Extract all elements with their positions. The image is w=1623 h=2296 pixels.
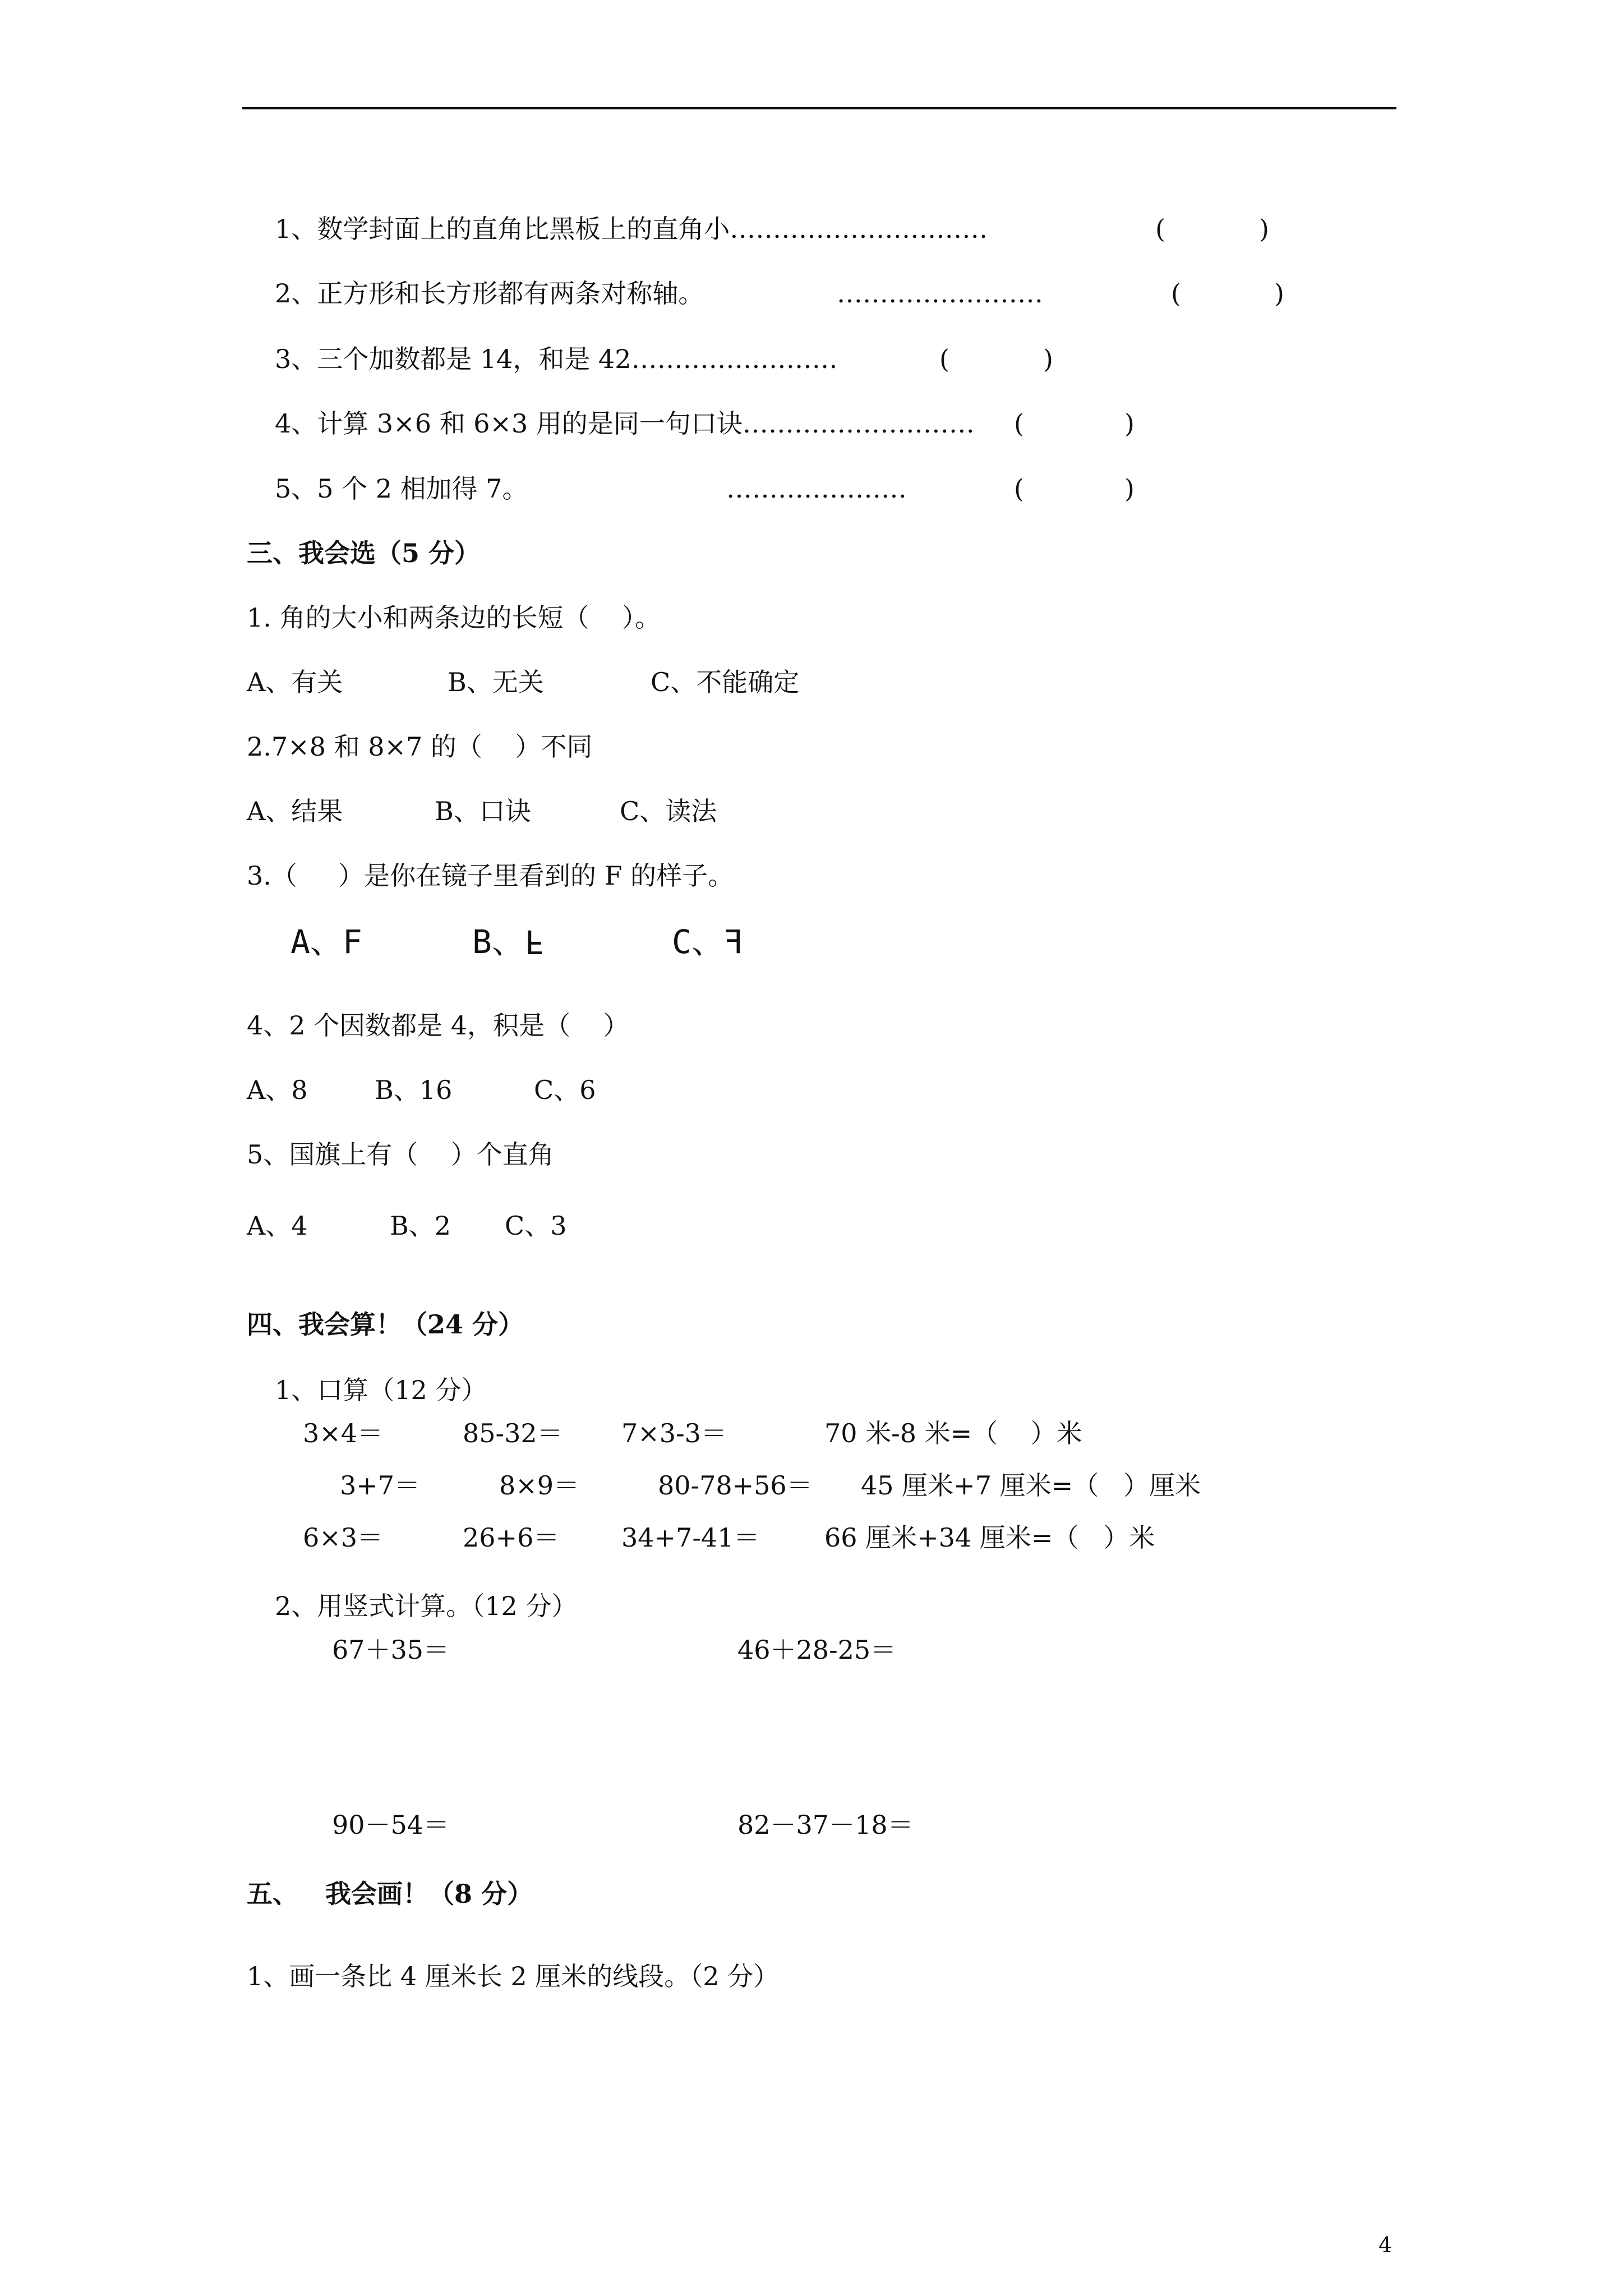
oral-r1-c4: 70 米-8 米=（ ）米 (824, 1418, 1082, 1448)
mirrored-f-glyph: F (723, 923, 744, 961)
s5-question-1: 1、画一条比 4 厘米长 2 厘米的线段。（2 分） (247, 1961, 780, 1991)
section-3-heading: 三、我会选（5 分） (247, 538, 481, 568)
section-5-heading: 五、 我会画！（8 分） (247, 1879, 533, 1909)
judge-paren-2-left: ( (1171, 278, 1181, 309)
oral-r3-c3: 34+7-41＝ (621, 1522, 760, 1553)
vertical-calc-1: 67＋35＝ (332, 1635, 450, 1665)
judge-paren-4-right: ) (1124, 408, 1135, 439)
s3-q3-option-c: C、F (672, 923, 744, 961)
judge-paren-5-left: ( (1014, 473, 1024, 504)
s3-q1-option-a: A、有关 (247, 667, 343, 697)
judge-paren-1-right: ) (1259, 214, 1269, 244)
judge-dots-5: ………………… (726, 473, 907, 504)
s3-q4-option-c: C、6 (534, 1075, 596, 1105)
judge-paren-3-right: ) (1043, 344, 1053, 374)
vertical-calc-4: 82－37－18＝ (737, 1810, 914, 1840)
s3-q5-option-b: B、2 (390, 1211, 451, 1241)
oral-calc-title: 1、口算（12 分） (275, 1375, 487, 1405)
oral-r2-c4: 45 厘米+7 厘米=（ ）厘米 (861, 1470, 1201, 1501)
judge-item-3: 3、三个加数都是 14，和是 42…………………… (275, 344, 838, 374)
oral-r3-c2: 26+6＝ (463, 1522, 560, 1553)
s3-q4-option-a: A、8 (247, 1075, 308, 1105)
s3-q5-option-a: A、4 (247, 1211, 308, 1241)
s3-question-3: 3.（ ）是你在镜子里看到的 F 的样子。 (247, 861, 734, 891)
section-4-heading: 四、我会算！（24 分） (247, 1309, 524, 1340)
oral-r1-c3: 7×3-3＝ (621, 1418, 727, 1448)
judge-item-5: 5、5 个 2 相加得 7。 (275, 473, 528, 504)
s3-q5-option-c: C、3 (505, 1211, 567, 1241)
s3-question-2: 2.7×8 和 8×7 的（ ）不同 (247, 731, 593, 762)
oral-r1-c2: 85-32＝ (463, 1418, 563, 1448)
vertical-calc-2: 46＋28-25＝ (737, 1635, 897, 1665)
upside-down-f-glyph: F (524, 923, 544, 961)
page-number: 4 (1378, 2233, 1393, 2257)
judge-dots-2: …………………… (837, 278, 1043, 309)
s3-question-1: 1. 角的大小和两条边的长短（ ）。 (247, 602, 661, 633)
s3-q2-option-c: C、读法 (620, 796, 717, 826)
oral-r2-c1: 3+7＝ (340, 1470, 421, 1501)
judge-paren-5-right: ) (1124, 473, 1135, 504)
oral-r2-c3: 80-78+56＝ (658, 1470, 813, 1501)
judge-paren-2-right: ) (1274, 278, 1284, 309)
s3-q3-option-b: B、F (472, 923, 544, 961)
judge-paren-1-left: ( (1155, 214, 1165, 244)
s3-q4-option-b: B、16 (375, 1075, 453, 1105)
s3-question-5: 5、国旗上有（ ）个直角 (247, 1139, 554, 1170)
s3-q1-option-b: B、无关 (448, 667, 544, 697)
vertical-calc-title: 2、用竖式计算。（12 分） (275, 1591, 578, 1621)
s3-question-4: 4、2 个因数都是 4，积是（ ） (247, 1010, 629, 1041)
judge-item-1: 1、数学封面上的直角比黑板上的直角小………………………… (275, 214, 988, 244)
oral-r3-c1: 6×3＝ (303, 1522, 384, 1553)
s3-q2-option-b: B、口诀 (435, 796, 531, 826)
vertical-calc-3: 90－54＝ (332, 1810, 450, 1840)
header-rule (242, 107, 1396, 109)
oral-r2-c2: 8×9＝ (499, 1470, 580, 1501)
judge-paren-3-left: ( (939, 344, 949, 374)
judge-paren-4-left: ( (1014, 408, 1024, 439)
judge-item-2: 2、正方形和长方形都有两条对称轴。 (275, 278, 704, 309)
oral-r1-c1: 3×4＝ (303, 1418, 384, 1448)
oral-r3-c4: 66 厘米+34 厘米=（ ）米 (824, 1522, 1155, 1553)
s3-q2-option-a: A、结果 (247, 796, 343, 826)
s3-q3-option-a: A、F (291, 923, 362, 961)
judge-item-4: 4、计算 3×6 和 6×3 用的是同一句口诀……………………… (275, 408, 975, 439)
s3-q1-option-c: C、不能确定 (651, 667, 800, 697)
